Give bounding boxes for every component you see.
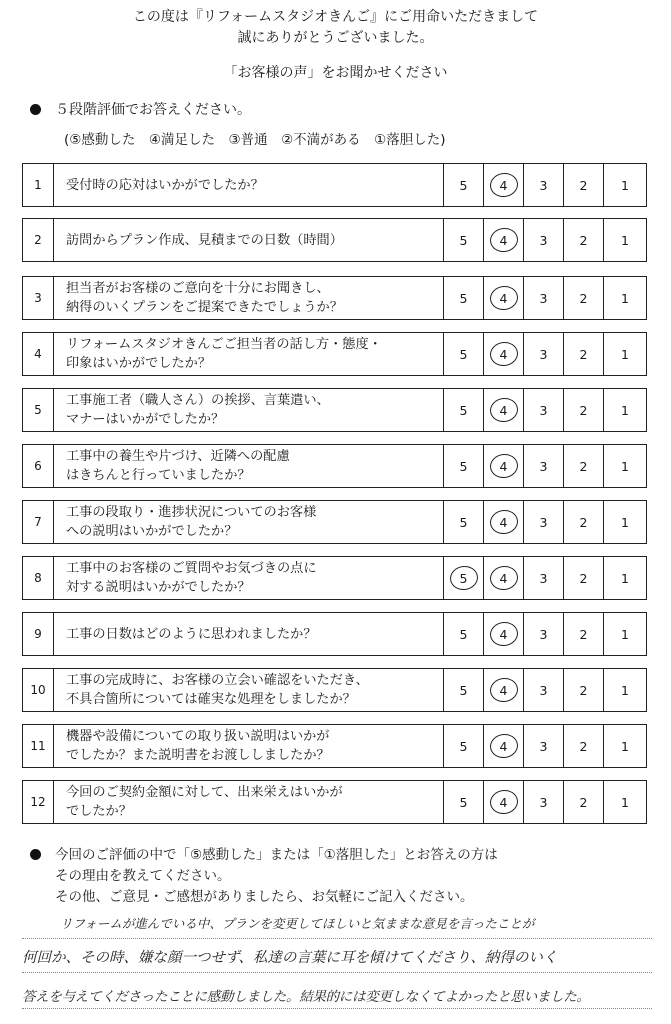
instruction: ５段階評価でお答えください。 (30, 99, 251, 119)
rating-option-4[interactable] (483, 501, 523, 543)
survey-title: 「お客様の声」をお聞かせください (223, 65, 448, 81)
rating-option-4[interactable] (483, 164, 523, 206)
question-row (22, 332, 647, 376)
rating-option-3[interactable] (523, 164, 563, 206)
question-text-line: 今回のご契約金額に対して、出来栄えはいかが (66, 785, 343, 800)
handwritten-comment-line-1: リフォームが進んでいる中、プランを変更してほしいと気ままな意見を言ったことが (60, 916, 535, 931)
rating-option-3[interactable] (523, 333, 563, 375)
rating-value: 5 (459, 514, 468, 530)
footer-line-1: 今回のご評価の中で「⑤感動した」または「①落胆した」とお答えの方は (55, 847, 498, 863)
question-number: 8 (23, 557, 54, 599)
rating-value: 2 (579, 346, 588, 362)
rating-option-4[interactable] (483, 389, 523, 431)
rating-value: 1 (621, 232, 629, 248)
question-row (22, 388, 647, 432)
rating-value: 4 (499, 570, 508, 586)
question-number: 5 (23, 389, 54, 431)
rating-value: 1 (621, 682, 629, 698)
rating-value: 4 (499, 177, 508, 193)
question-text-line: でしたか？ (66, 804, 132, 819)
rating-value: 2 (579, 626, 588, 642)
rating-value: 3 (539, 570, 548, 586)
question-number: 12 (23, 781, 54, 823)
question-text-line: 機器や設備についての取り扱い説明はいかが (66, 729, 330, 744)
rating-option-5[interactable] (444, 333, 483, 375)
rating-option-5[interactable] (444, 219, 483, 261)
rating-option-4[interactable] (483, 669, 523, 711)
question-text-line: はきちんと行っていましたか？ (66, 468, 251, 483)
question-number: 6 (23, 445, 54, 487)
question-row (22, 163, 647, 207)
rating-option-1[interactable] (603, 333, 646, 375)
rating-value: 3 (539, 402, 548, 418)
rating-option-1[interactable] (603, 557, 646, 599)
rating-value: 4 (499, 402, 508, 418)
rating-value: 2 (579, 458, 588, 474)
rating-option-5[interactable] (444, 389, 483, 431)
question-text-line: 工事中のお客様のご質問やお気づきの点に (66, 561, 317, 576)
question-text-line: 訪問からプラン作成、見積までの日数（時間） (66, 232, 343, 248)
rating-value: 5 (459, 794, 468, 810)
rating-option-5[interactable] (444, 445, 483, 487)
rating-option-3[interactable] (523, 613, 563, 655)
rating-option-4[interactable] (483, 781, 523, 823)
rating-value: 4 (499, 794, 508, 810)
question-row (22, 724, 647, 768)
rating-option-2[interactable] (563, 781, 603, 823)
comment-rule (22, 972, 652, 973)
rating-value: 1 (621, 402, 629, 418)
rating-value: 4 (499, 346, 508, 362)
rating-value: 4 (499, 458, 508, 474)
comment-rule (22, 1008, 652, 1009)
rating-value: 2 (579, 514, 588, 530)
rating-option-5[interactable] (444, 669, 483, 711)
question-text-line: 工事の段取り・進捗状況についてのお客様 (66, 505, 317, 520)
question-text (54, 219, 444, 261)
question-number: 11 (23, 725, 54, 767)
question-number: 7 (23, 501, 54, 543)
rating-option-2[interactable] (563, 389, 603, 431)
rating-value: 1 (621, 794, 629, 810)
rating-value: 5 (459, 682, 468, 698)
question-text-line: 対する説明はいかがでしたか？ (66, 580, 251, 595)
rating-value: 2 (579, 570, 588, 586)
rating-option-3[interactable] (523, 725, 563, 767)
rating-value: 1 (621, 570, 629, 586)
footer-line-2: その理由を教えてください。 (55, 868, 231, 884)
rating-option-4[interactable] (483, 277, 523, 319)
rating-option-5[interactable] (444, 557, 483, 599)
rating-value: 3 (539, 458, 548, 474)
rating-option-2[interactable] (563, 669, 603, 711)
question-row (22, 276, 647, 320)
rating-option-2[interactable] (563, 557, 603, 599)
question-number: 1 (23, 164, 54, 206)
question-text (54, 781, 444, 823)
question-text (54, 501, 444, 543)
question-text-line: 担当者がお客様のご意向を十分にお聞きし、 (66, 281, 330, 296)
rating-option-1[interactable] (603, 669, 646, 711)
rating-option-5[interactable] (444, 164, 483, 206)
rating-option-2[interactable] (563, 445, 603, 487)
question-row (22, 780, 647, 824)
question-number: 9 (23, 613, 54, 655)
rating-option-1[interactable] (603, 219, 646, 261)
rating-option-3[interactable] (523, 781, 563, 823)
rating-value: 5 (459, 232, 468, 248)
rating-option-2[interactable] (563, 613, 603, 655)
rating-value: 4 (499, 626, 508, 642)
rating-value: 1 (621, 346, 629, 362)
rating-option-1[interactable] (603, 389, 646, 431)
rating-option-4[interactable] (483, 725, 523, 767)
question-text-line: 工事の日数はどのように思われましたか？ (66, 626, 317, 642)
rating-option-3[interactable] (523, 445, 563, 487)
rating-option-5[interactable] (444, 277, 483, 319)
rating-value: 1 (621, 738, 629, 754)
rating-value: 3 (539, 290, 548, 306)
rating-value: 1 (621, 177, 629, 193)
rating-legend: (⑤感動した ④満足した ③普通 ②不満がある ①落胆した) (64, 132, 446, 148)
rating-value: 3 (539, 794, 548, 810)
intro-line-1: この度は『リフォームスタジオきんご』にご用命いただきまして (132, 9, 539, 25)
question-text (54, 389, 444, 431)
question-text-line: でしたか？また説明書をお渡ししましたか？ (66, 748, 330, 763)
rating-value: 5 (459, 346, 468, 362)
rating-value: 2 (579, 177, 588, 193)
comment-rule (22, 938, 652, 939)
rating-option-5[interactable] (444, 781, 483, 823)
rating-option-1[interactable] (603, 164, 646, 206)
question-number: 10 (23, 669, 54, 711)
rating-value: 5 (459, 290, 468, 306)
rating-value: 3 (539, 626, 548, 642)
question-text (54, 613, 444, 655)
comment-instructions (30, 845, 498, 908)
rating-option-3[interactable] (523, 219, 563, 261)
rating-option-2[interactable] (563, 725, 603, 767)
rating-value: 5 (459, 458, 468, 474)
rating-option-4[interactable] (483, 219, 523, 261)
rating-value: 2 (579, 232, 588, 248)
footer-line-3: その他、ご意見・ご感想がありましたら、お気軽にご記入ください。 (55, 889, 474, 905)
rating-option-2[interactable] (563, 501, 603, 543)
bullet-icon (30, 849, 41, 860)
rating-option-1[interactable] (603, 613, 646, 655)
question-row (22, 668, 647, 712)
question-text-line: への説明はいかがでしたか？ (66, 524, 238, 539)
rating-option-1[interactable] (603, 725, 646, 767)
rating-value: 3 (539, 682, 548, 698)
question-number: 2 (23, 219, 54, 261)
rating-value: 2 (579, 682, 588, 698)
rating-option-5[interactable] (444, 613, 483, 655)
rating-option-4[interactable] (483, 445, 523, 487)
rating-value: 2 (579, 738, 588, 754)
rating-option-3[interactable] (523, 277, 563, 319)
question-number: 3 (23, 277, 54, 319)
rating-value: 2 (579, 402, 588, 418)
rating-value: 4 (499, 738, 508, 754)
rating-option-4[interactable] (483, 333, 523, 375)
rating-value: 2 (579, 794, 588, 810)
rating-value: 4 (499, 290, 508, 306)
question-text-line: 工事の完成時に、お客様の立会い確認をいただき、 (66, 673, 369, 688)
question-text (54, 277, 444, 319)
handwritten-comment-line-2: 何回か、その時、嫌な顔一つせず、私達の言葉に耳を傾けてくださり、納得のいく (22, 950, 558, 966)
rating-value: 4 (499, 682, 508, 698)
rating-value: 4 (499, 232, 508, 248)
question-text-line: 工事中の養生や片づけ、近隣への配慮 (66, 449, 290, 464)
question-text-line: 納得のいくプランをご提案できたでしょうか？ (66, 300, 343, 315)
rating-option-1[interactable] (603, 445, 646, 487)
rating-value: 1 (621, 458, 629, 474)
question-text-line: 印象はいかがでしたか？ (66, 356, 212, 371)
question-text (54, 333, 444, 375)
question-text (54, 164, 444, 206)
question-text (54, 445, 444, 487)
rating-value: 5 (459, 570, 468, 586)
question-text-line: 受付時の応対はいかがでしたか？ (66, 177, 264, 193)
question-row (22, 500, 647, 544)
rating-option-2[interactable] (563, 277, 603, 319)
rating-option-3[interactable] (523, 557, 563, 599)
rating-value: 5 (459, 177, 468, 193)
question-row (22, 556, 647, 600)
question-text-line: マナーはいかがでしたか？ (66, 412, 225, 427)
rating-value: 5 (459, 402, 468, 418)
rating-value: 3 (539, 346, 548, 362)
rating-value: 3 (539, 232, 548, 248)
rating-value: 4 (499, 514, 508, 530)
question-text (54, 557, 444, 599)
rating-option-5[interactable] (444, 725, 483, 767)
rating-option-3[interactable] (523, 669, 563, 711)
rating-option-2[interactable] (563, 333, 603, 375)
rating-value: 1 (621, 290, 629, 306)
question-row (22, 444, 647, 488)
handwritten-comment-line-3: 答えを与えてくださったことに感動しました。結果的には変更しなくてよかったと思いました。 (22, 989, 590, 1005)
rating-value: 5 (459, 738, 468, 754)
rating-option-4[interactable] (483, 613, 523, 655)
question-text-line: 不具合箇所については確実な処理をしましたか？ (66, 692, 356, 707)
rating-value: 5 (459, 626, 468, 642)
rating-value: 1 (621, 626, 629, 642)
rating-option-3[interactable] (523, 501, 563, 543)
rating-value: 3 (539, 738, 548, 754)
rating-option-3[interactable] (523, 389, 563, 431)
rating-option-1[interactable] (603, 501, 646, 543)
question-row (22, 218, 647, 262)
rating-value: 2 (579, 290, 588, 306)
rating-value: 3 (539, 514, 548, 530)
rating-option-1[interactable] (603, 277, 646, 319)
rating-option-2[interactable] (563, 164, 603, 206)
rating-option-1[interactable] (603, 781, 646, 823)
question-number: 4 (23, 333, 54, 375)
rating-option-2[interactable] (563, 219, 603, 261)
question-text-line: リフォームスタジオきんごご担当者の話し方・態度・ (66, 337, 382, 352)
rating-option-4[interactable] (483, 557, 523, 599)
question-row (22, 612, 647, 656)
rating-value: 3 (539, 177, 548, 193)
intro-line-2: 誠にありがとうございました。 (237, 30, 434, 46)
rating-value: 1 (621, 514, 629, 530)
question-text (54, 725, 444, 767)
question-text (54, 669, 444, 711)
question-text-line: 工事施工者（職人さん）の挨拶、言葉遣い、 (66, 393, 330, 408)
bullet-icon (30, 104, 41, 115)
rating-option-5[interactable] (444, 501, 483, 543)
